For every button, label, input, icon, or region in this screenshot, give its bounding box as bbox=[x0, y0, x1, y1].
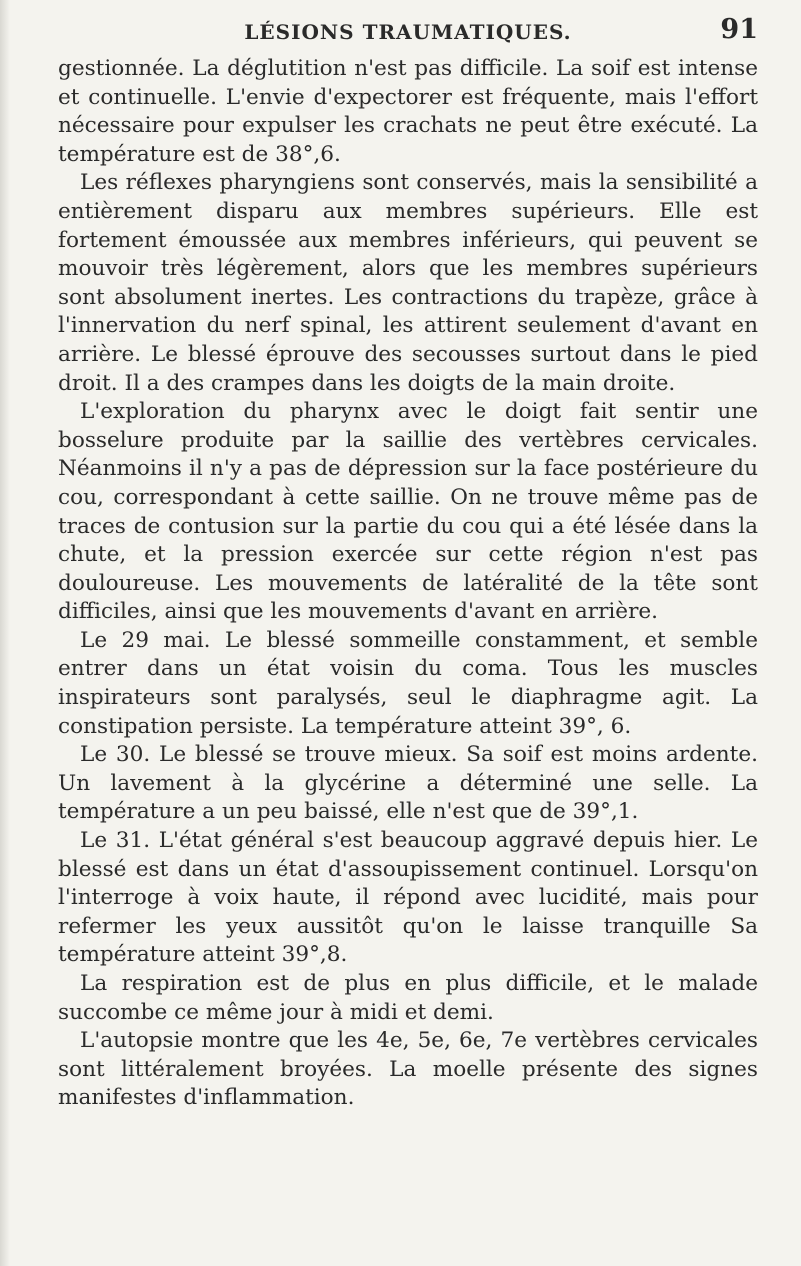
running-title: LÉSIONS TRAUMATIQUES. bbox=[244, 20, 572, 44]
paragraph-1: gestionnée. La déglutition n'est pas difficile. La soif est intense et continuelle. L'envie d'expectorer est fréquente, mais l'effort nécessaire pour expulser les crachats ne peut être exécuté. La température est de 38°,6. bbox=[58, 56, 758, 167]
paragraph-2: Les réflexes pharyngiens sont conservés, mais la sensibilité a entièrement disparu aux membres supérieurs. Elle est fortement émoussée aux membres inférieurs, qui peuvent se mouvoir très légèrement, alors que les membres supérieurs sont absolument inertes. Les contractions du trapèze, grâce à l'innervation du nerf spinal, les attirent seulement d'avant en arrière. Le blessé éprouve des secousses surtout dans le pied droit. Il a des crampes dans les doigts de la main droite. bbox=[58, 170, 758, 396]
paragraph-8: L'autopsie montre que les 4e, 5e, 6e, 7e vertèbres cervicales sont littéralement broyées. La moelle présente des signes manifestes d'inflammation. bbox=[58, 1028, 758, 1111]
body-text bbox=[58, 55, 758, 1113]
paragraph-5: Le 30. Le blessé se trouve mieux. Sa soif est moins ardente. Un lavement à la glycérine a déterminé une selle. La température a un peu baissé, elle n'est que de 39°,1. bbox=[58, 742, 758, 825]
paragraph-4: Le 29 mai. Le blessé sommeille constamment, et semble entrer dans un état voisin du coma. Tous les muscles inspirateurs sont paralysés, seul le diaphragme agit. La constipation persiste. La température atteint 39°, 6. bbox=[58, 627, 758, 739]
paragraph-3: L'exploration du pharynx avec le doigt fait sentir une bosselure produite par la saillie des vertèbres cervicales. Néanmoins il n'y a pas de dépression sur la face postérieure du cou, correspondant à cette saillie. On ne trouve même pas de traces de contusion sur la partie du cou qui a été lésée dans la chute, et la pression exercée sur cette région n'est pas douloureuse. Les mouvements de latéralité de la tête sont difficiles, ainsi que les mouvements d'avant en arrière. bbox=[58, 399, 758, 625]
page-header bbox=[58, 12, 758, 48]
page-number: 91 bbox=[720, 14, 758, 45]
paragraph-6: Le 31. L'état général s'est beaucoup aggravé depuis hier. Le blessé est dans un état d'assoupissement continuel. Lorsqu'on l'interroge à voix haute, il répond avec lucidité, mais pour refermer les yeux aussitôt qu'on le laisse tranquille Sa température atteint 39°,8. bbox=[58, 828, 758, 968]
page-gutter-shadow bbox=[0, 0, 10, 1266]
paragraph-7: La respiration est de plus en plus difficile, et le malade succombe ce même jour à midi et demi. bbox=[58, 971, 758, 1025]
